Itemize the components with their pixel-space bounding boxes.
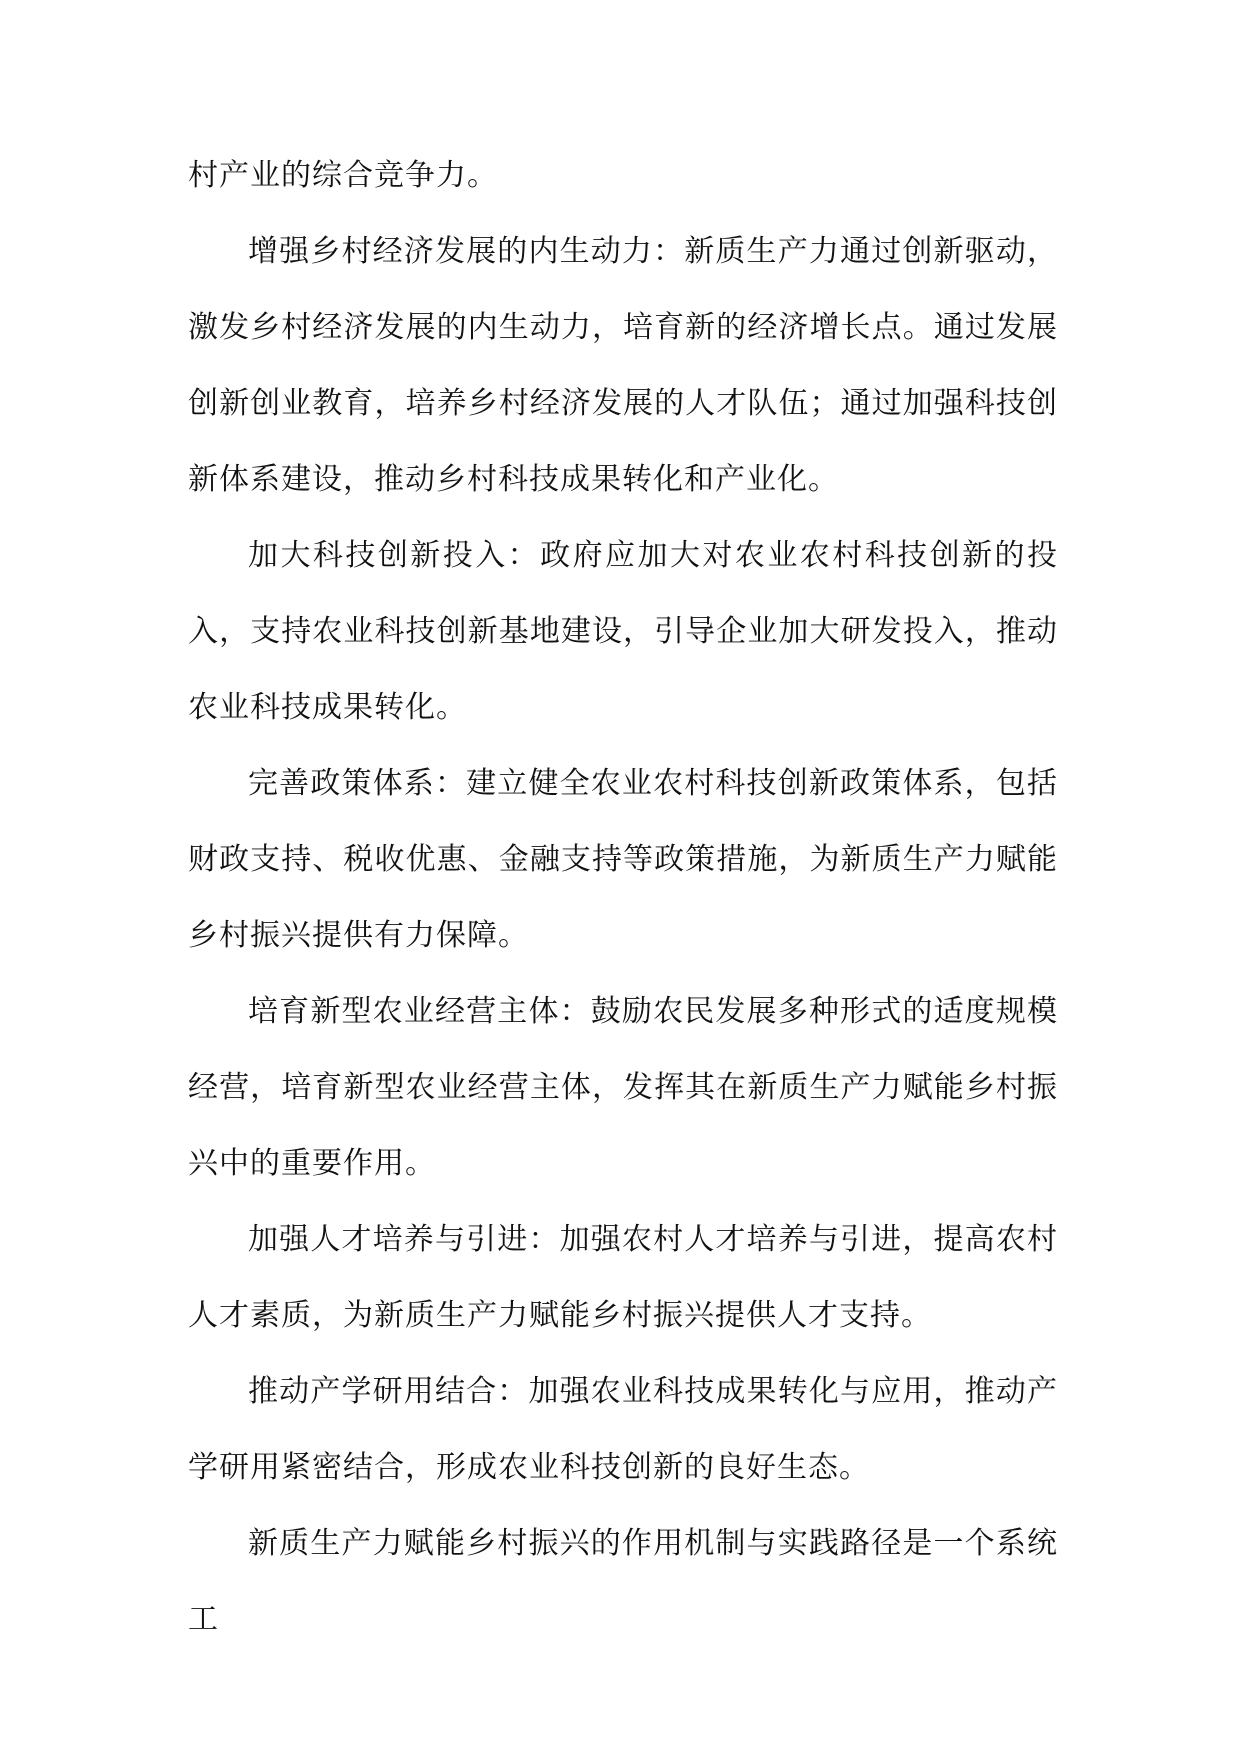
paragraph-industry-academia: 推动产学研用结合：加强农业科技成果转化与应用，推动产学研用紧密结合，形成农业科技创新的良好生态。	[188, 1374, 1058, 1485]
document-body	[188, 138, 1058, 1658]
paragraph-continuation: 村产业的综合竞争力。	[188, 158, 498, 193]
paragraph-talent: 加强人才培养与引进：加强农村人才培养与引进，提高农村人才素质，为新质生产力赋能乡村振兴提供人才支持。	[188, 1222, 1058, 1333]
paragraph-conclusion-start: 新质生产力赋能乡村振兴的作用机制与实践路径是一个系统工	[188, 1526, 1058, 1637]
paragraph-policy-system: 完善政策体系：建立健全农业农村科技创新政策体系，包括财政支持、税收优惠、金融支持等政策措施，为新质生产力赋能乡村振兴提供有力保障。	[188, 766, 1058, 953]
paragraph-internal-momentum: 增强乡村经济发展的内生动力：新质生产力通过创新驱动，激发乡村经济发展的内生动力，培育新的经济增长点。通过发展创新创业教育，培养乡村经济发展的人才队伍；通过加强科技创新体系建设，推动乡村科技成果转化和产业化。	[188, 234, 1058, 497]
paragraph-new-agri-entities: 培育新型农业经营主体：鼓励农民发展多种形式的适度规模经营，培育新型农业经营主体，发挥其在新质生产力赋能乡村振兴中的重要作用。	[188, 994, 1058, 1181]
paragraph-tech-investment: 加大科技创新投入：政府应加大对农业农村科技创新的投入，支持农业科技创新基地建设，引导企业加大研发投入，推动农业科技成果转化。	[188, 538, 1058, 725]
